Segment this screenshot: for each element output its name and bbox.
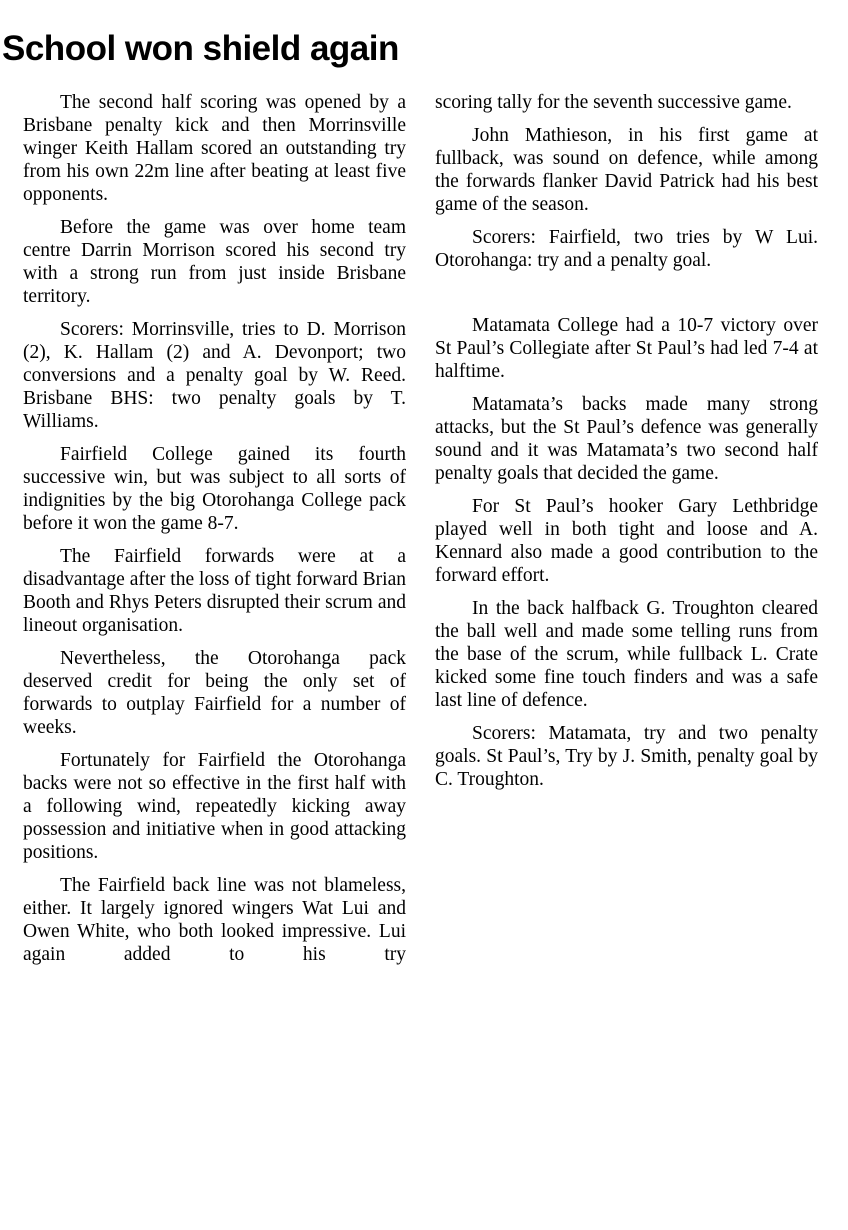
paragraph: The Fairfield forwards were at a disadvantage after the loss of tight forward Brian Booth and Rhys Peters disrupted their scrum and lineout organisation. (23, 545, 406, 636)
paragraph: Before the game was over home team centre Darrin Morrison scored his second try with a strong run from just inside Brisbane territory. (23, 216, 406, 307)
paragraph: Scorers: Fairfield, two tries by W Lui. Otorohanga: try and a penalty goal. (435, 226, 818, 271)
column-right (435, 91, 818, 976)
paragraph: The Fairfield back line was not blameless, either. It largely ignored wingers Wat Lui and Owen White, who both looked impressive. Lui again added to his try (23, 874, 406, 965)
paragraph: Fortunately for Fairfield the Otorohanga backs were not so effective in the first half with a following wind, repeatedly kicking away possession and initiative when in good attacking positions. (23, 749, 406, 863)
column-left (23, 91, 406, 976)
paragraph: In the back halfback G. Troughton cleared the ball well and made some telling runs from the base of the scrum, while fullback L. Crate kicked some fine touch finders and was a safe last line of defence. (435, 597, 818, 711)
paragraph: John Mathieson, in his first game at fullback, was sound on defence, while among the forwards flanker David Patrick had his best game of the season. (435, 124, 818, 215)
paragraph: Scorers: Morrinsville, tries to D. Morrison (2), K. Hallam (2) and A. Devonport; two conversions and a penalty goal by W. Reed. Brisbane BHS: two penalty goals by T. Williams. (23, 318, 406, 432)
paragraph: For St Paul’s hooker Gary Lethbridge played well in both tight and loose and A. Kennard also made a good contribution to the forward effort. (435, 495, 818, 586)
paragraph: Matamata’s backs made many strong attacks, but the St Paul’s defence was generally sound and it was Matamata’s two second half penalty goals that decided the game. (435, 393, 818, 484)
paragraph: scoring tally for the seventh successive game. (435, 91, 792, 113)
article-columns (23, 91, 818, 976)
paragraph: Scorers: Matamata, try and two penalty goals. St Paul’s, Try by J. Smith, penalty goal by C. Troughton. (435, 722, 818, 790)
article-page (0, 30, 848, 1230)
paragraph: Matamata College had a 10-7 victory over St Paul’s Collegiate after St Paul’s had led 7-4 at halftime. (435, 314, 818, 382)
paragraph: The second half scoring was opened by a Brisbane penalty kick and then Morrinsville winger Keith Hallam scored an outstanding try from his own 22m line after beating at least five opponents. (23, 91, 406, 205)
paragraph: Fairfield College gained its fourth successive win, but was subject to all sorts of indignities by the big Otorohanga College pack before it won the game 8-7. (23, 443, 406, 534)
article-headline: School won shield again (2, 29, 399, 68)
paragraph: Nevertheless, the Otorohanga pack deserved credit for being the only set of forwards to outplay Fairfield for a number of weeks. (23, 647, 406, 738)
